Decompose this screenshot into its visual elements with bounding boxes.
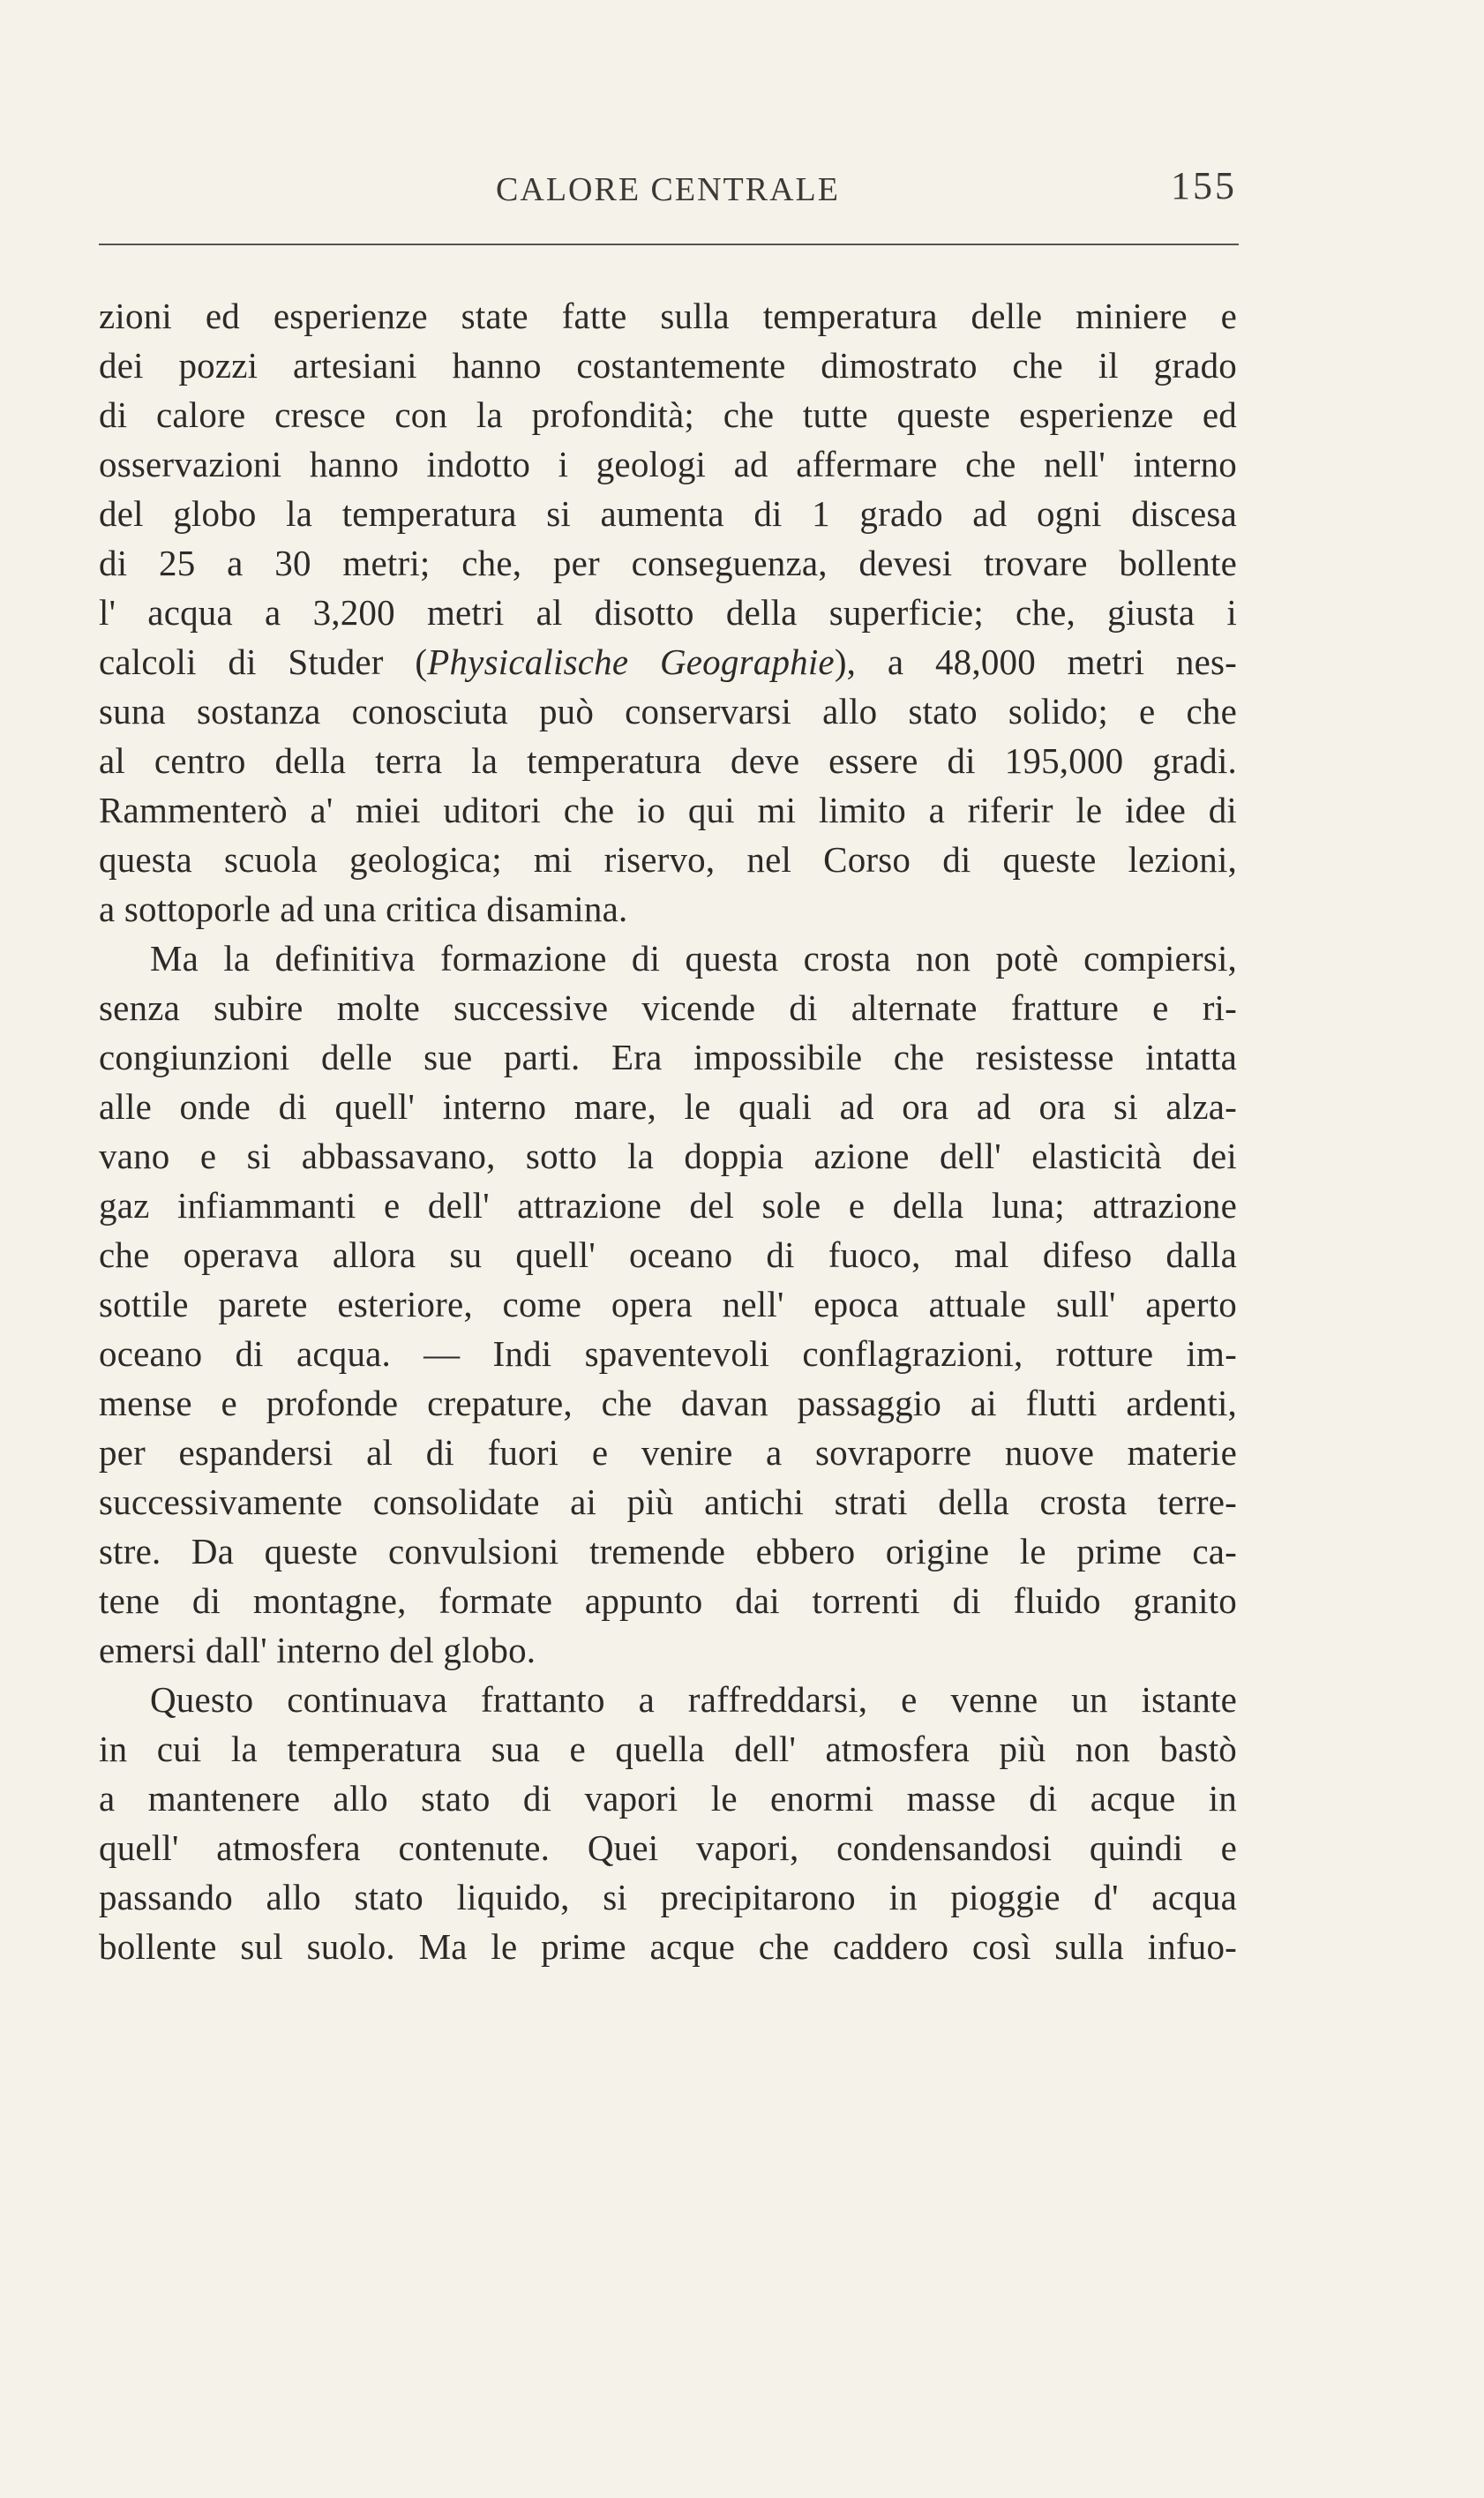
text-line: emersi dall' interno del globo.: [99, 1630, 536, 1670]
text-line: passando allo stato liquido, si precipitarono in pioggie d' acqua: [99, 1877, 1237, 1917]
paragraph-first-line: Ma la definitiva formazione di questa crosta non potè compiersi,: [150, 938, 1237, 979]
text-line: zioni ed esperienze state fatte sulla temperatura delle miniere e: [99, 296, 1237, 336]
text-line: del globo la temperatura si aumenta di 1 grado ad ogni discesa: [99, 493, 1237, 534]
text-line: dei pozzi artesiani hanno costantemente dimostrato che il grado: [99, 345, 1237, 386]
text-line: oceano di acqua. — Indi spaventevoli conflagrazioni, rotture im-: [99, 1333, 1237, 1374]
text-line: mense e profonde crepature, che davan passaggio ai flutti ardenti,: [99, 1383, 1237, 1423]
header-rule: [99, 244, 1239, 245]
text-line: quell' atmosfera contenute. Quei vapori, condensandosi quindi e: [99, 1827, 1237, 1868]
text-fragment: ), a 48,000 metri nes-: [834, 641, 1237, 682]
text-line: senza subire molte successive vicende di alternate fratture e ri-: [99, 987, 1237, 1028]
text-body: [99, 291, 1237, 1971]
page-number: 155: [1171, 164, 1237, 207]
text-line: a mantenere allo stato di vapori le enormi masse di acque in: [99, 1778, 1237, 1819]
text-line: stre. Da queste convulsioni tremende ebbero origine le prime ca-: [99, 1531, 1237, 1572]
text-line: congiunzioni delle sue parti. Era impossibile che resistesse intatta: [99, 1037, 1237, 1077]
text-line: di 25 a 30 metri; che, per conseguenza, devesi trovare bollente: [99, 543, 1237, 583]
text-line: tene di montagne, formate appunto dai torrenti di fluido granito: [99, 1580, 1237, 1621]
text-line: questa scuola geologica; mi riservo, nel Corso di queste lezioni,: [99, 839, 1237, 880]
text-line: al centro della terra la temperatura deve essere di 195,000 gradi.: [99, 740, 1237, 781]
book-title-italic: Physicalische Geographie: [427, 641, 835, 682]
text-line: alle onde di quell' interno mare, le quali ad ora ad ora si alza-: [99, 1086, 1237, 1127]
running-title: CALORE CENTRALE: [496, 171, 840, 208]
running-head: [99, 163, 1237, 225]
text-line-with-citation: [99, 637, 1237, 686]
text-line: sottile parete esteriore, come opera nell' epoca attuale sull' aperto: [99, 1284, 1237, 1324]
text-line: Rammenterò a' miei uditori che io qui mi limito a riferir le idee di: [99, 790, 1237, 830]
text-line: osservazioni hanno indotto i geologi ad affermare che nell' interno: [99, 444, 1237, 484]
text-line: bollente sul suolo. Ma le prime acque che caddero così sulla infuo-: [99, 1926, 1237, 1967]
paragraph-first-line: Questo continuava frattanto a raffreddarsi, e venne un istante: [150, 1679, 1237, 1720]
text-line: per espandersi al di fuori e venire a sovraporre nuove materie: [99, 1432, 1237, 1473]
text-line: di calore cresce con la profondità; che tutte queste esperienze ed: [99, 394, 1237, 435]
text-line: successivamente consolidate ai più antichi strati della crosta terre-: [99, 1482, 1237, 1522]
text-line: a sottoporle ad una critica disamina.: [99, 889, 628, 929]
text-line: in cui la temperatura sua e quella dell' atmosfera più non bastò: [99, 1729, 1237, 1769]
text-line: gaz infiammanti e dell' attrazione del sole e della luna; attrazione: [99, 1185, 1237, 1226]
text-line: vano e si abbassavano, sotto la doppia azione dell' elasticità dei: [99, 1136, 1237, 1176]
text-line: l' acqua a 3,200 metri al disotto della superficie; che, giusta i: [99, 592, 1237, 633]
text-line: suna sostanza conosciuta può conservarsi allo stato solido; e che: [99, 691, 1237, 731]
text-line: che operava allora su quell' oceano di fuoco, mal difeso dalla: [99, 1234, 1237, 1275]
text-fragment: calcoli di Studer (: [99, 641, 428, 682]
